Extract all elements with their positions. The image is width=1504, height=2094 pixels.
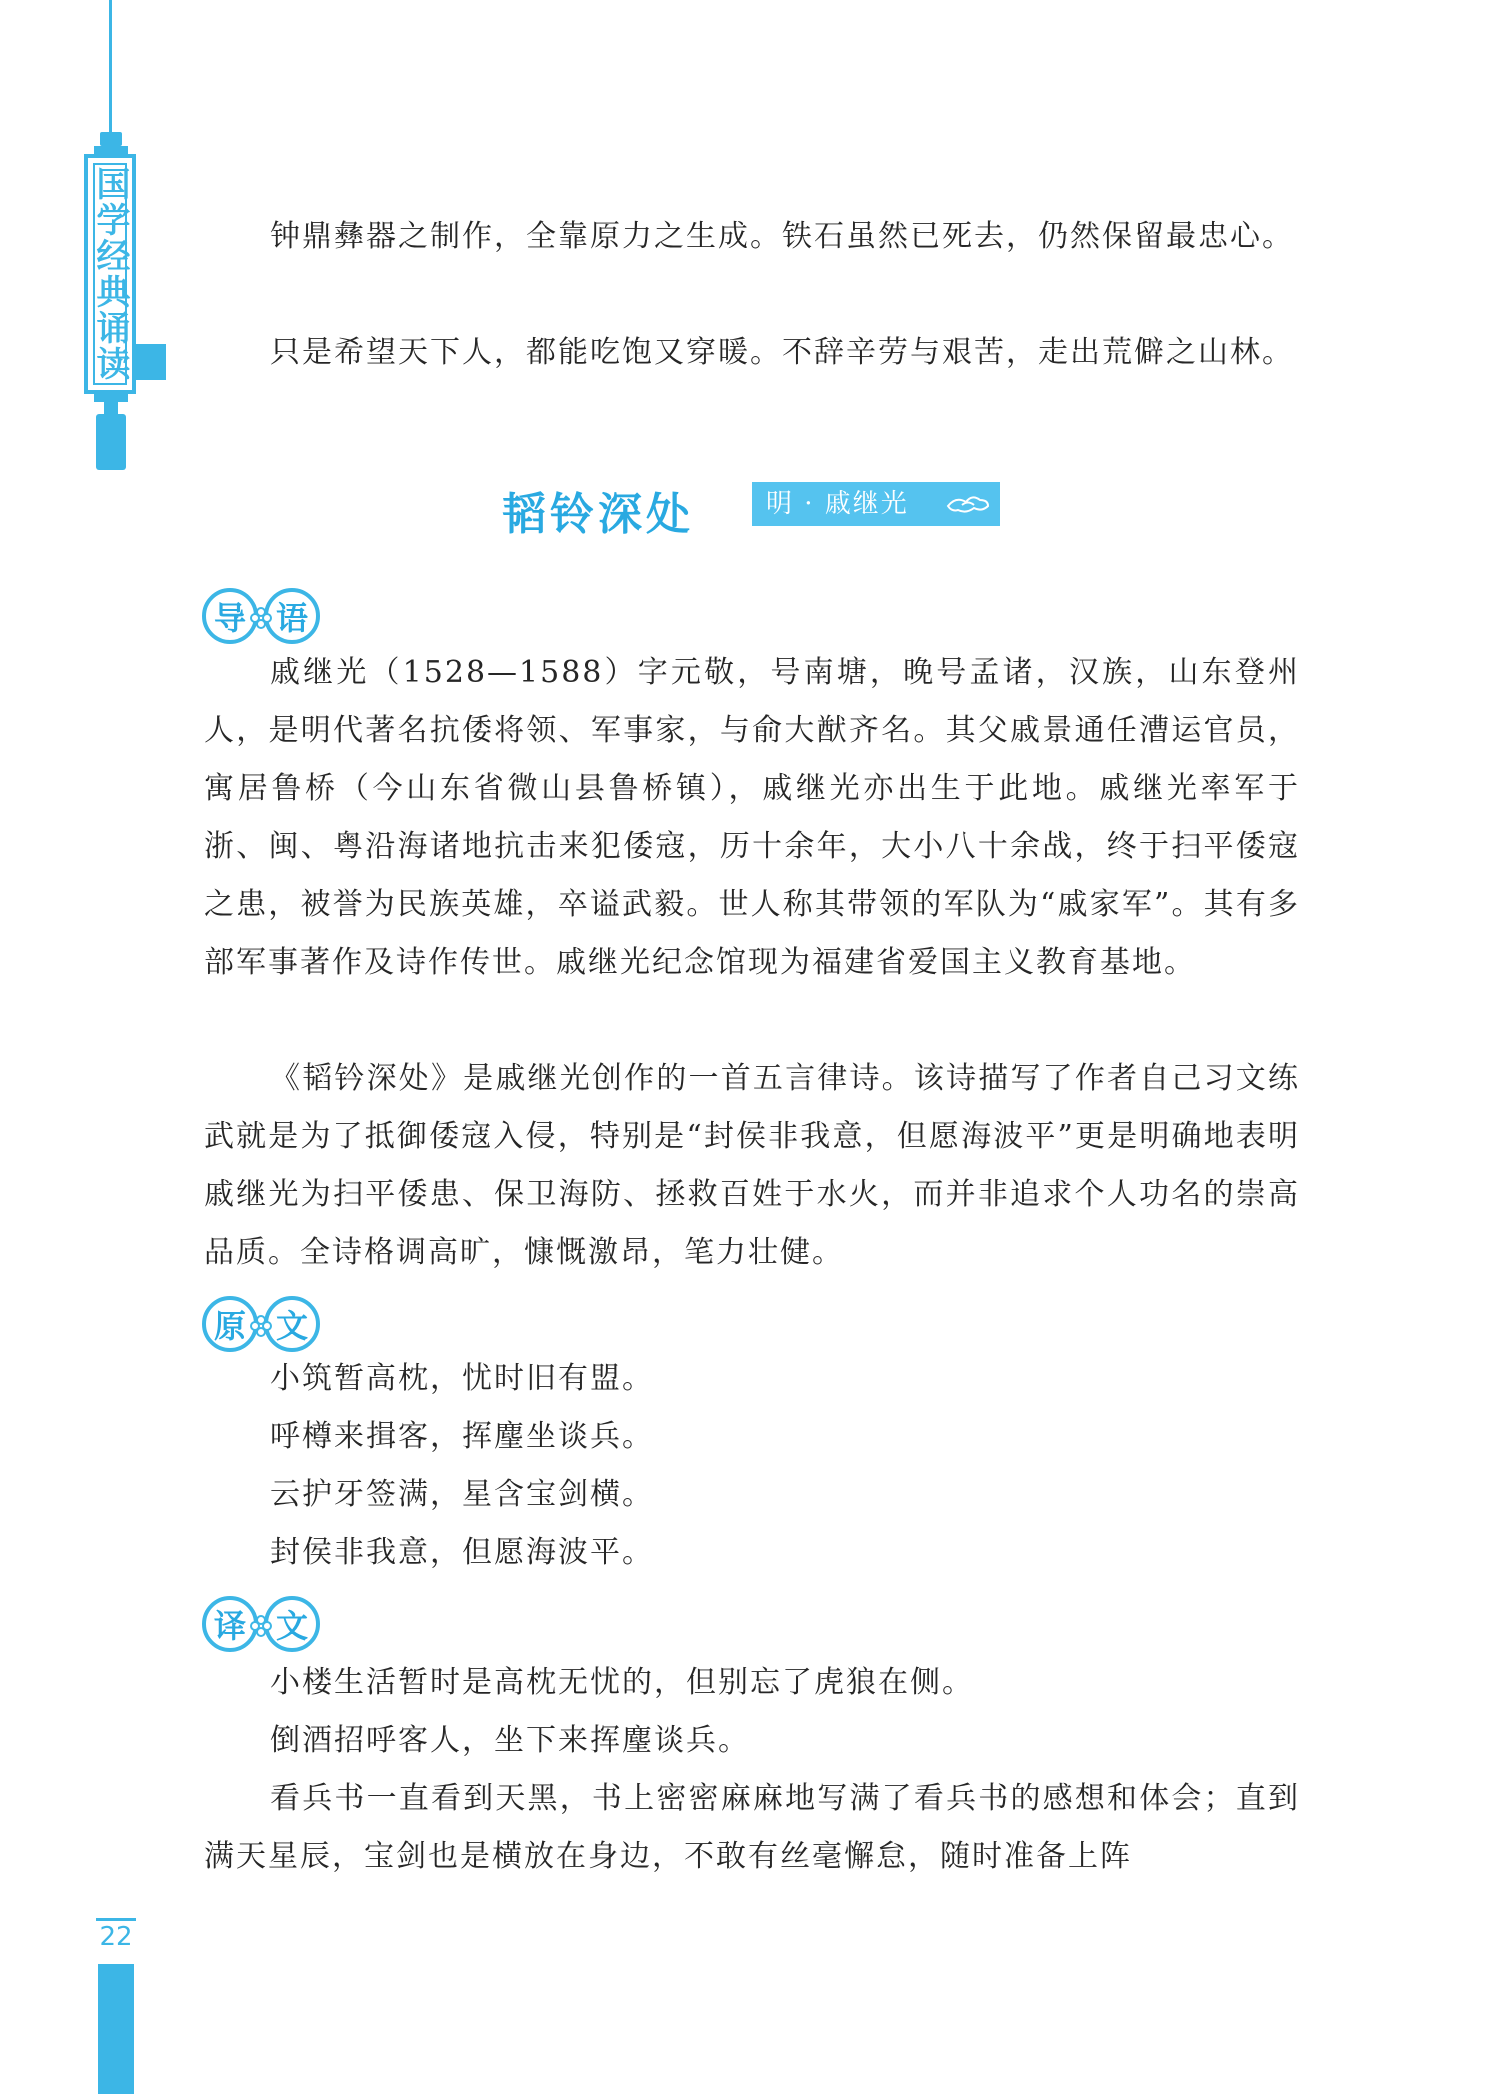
knot-ornament-icon [250, 1615, 272, 1637]
translation-paragraph: 钟鼎彝器之制作，全靠原力之生成。铁石虽然已死去，仍然保留最忠心。 [270, 219, 1294, 254]
decorative-cap-bar [94, 146, 128, 154]
section-heading-translation [202, 1596, 324, 1658]
section-heading-char: 原 [202, 1296, 258, 1352]
poem-line: 呼樽来揖客，挥麈坐谈兵。 [270, 1419, 654, 1454]
page-number-bar [98, 1964, 134, 2094]
knot-ornament-icon [250, 607, 272, 629]
section-heading-original [202, 1296, 324, 1358]
decorative-hanging-line [109, 0, 112, 132]
poem-line: 封侯非我意，但愿海波平。 [270, 1535, 654, 1570]
translation-paragraph: 只是希望天下人，都能吃饱又穿暖。不辞辛劳与艰苦，走出荒僻之山林。 [270, 335, 1294, 370]
author-badge [752, 482, 1000, 526]
translation-paragraph: 倒酒招呼客人，坐下来挥麈谈兵。 [270, 1723, 750, 1758]
decorative-tassel [96, 414, 126, 470]
cloud-ornament-icon [946, 492, 990, 516]
decorative-cap [100, 132, 122, 146]
poem-line: 小筑暂高枕，忧时旧有盟。 [270, 1361, 654, 1396]
poem-title: 韬铃深处 [502, 489, 694, 540]
poem-line: 云护牙签满，星含宝剑横。 [270, 1477, 654, 1512]
section-heading-char: 导 [202, 588, 258, 644]
decorative-tab [136, 344, 166, 380]
translation-paragraph: 看兵书一直看到天黑，书上密密麻麻地写满了看兵书的感想和体会；直到满天星辰，宝剑也是横放在身边，不敢有丝毫懈怠，随时准备上阵 [204, 1781, 1300, 1874]
author-name: 明 · 戚继光 [766, 489, 909, 519]
series-title-box [84, 154, 136, 394]
section-heading-intro [202, 588, 324, 650]
page-number: 22 [99, 1922, 133, 1952]
decorative-bottom-knot [104, 402, 118, 414]
section-heading-char: 文 [264, 1296, 320, 1352]
section-heading-char: 文 [264, 1596, 320, 1652]
decorative-bottom-bar [94, 394, 128, 402]
series-title: 国学经典诵读 [90, 166, 130, 382]
translation-paragraph: 小楼生活暂时是高枕无忧的，但别忘了虎狼在侧。 [270, 1665, 974, 1700]
intro-paragraph: 戚继光（1528—1588）字元敬，号南塘，晚号孟诸，汉族，山东登州人，是明代著名抗倭将领、军事家，与俞大猷齐名。其父戚景通任漕运官员，寓居鲁桥（今山东省微山县鲁桥镇），戚继光亦出生于此地。戚继光率军于浙、闽、粤沿海诸地抗击来犯倭寇，历十余年，大小八十余战，终于扫平倭寇之患，被誉为民族英雄，卒谥武毅。世人称其带领的军队为“戚家军”。其有多部军事著作及诗作传世。戚继光纪念馆现为福建省爱国主义教育基地。 [204, 655, 1300, 980]
section-heading-char: 语 [264, 588, 320, 644]
page-number-rule [96, 1918, 136, 1921]
intro-paragraph: 《韬钤深处》是戚继光创作的一首五言律诗。该诗描写了作者自己习文练武就是为了抵御倭寇入侵，特别是“封侯非我意，但愿海波平”更是明确地表明戚继光为扫平倭患、保卫海防、拯救百姓于水火，而并非追求个人功名的崇高品质。全诗格调高旷，慷慨激昂，笔力壮健。 [204, 1061, 1300, 1270]
knot-ornament-icon [250, 1315, 272, 1337]
section-heading-char: 译 [202, 1596, 258, 1652]
